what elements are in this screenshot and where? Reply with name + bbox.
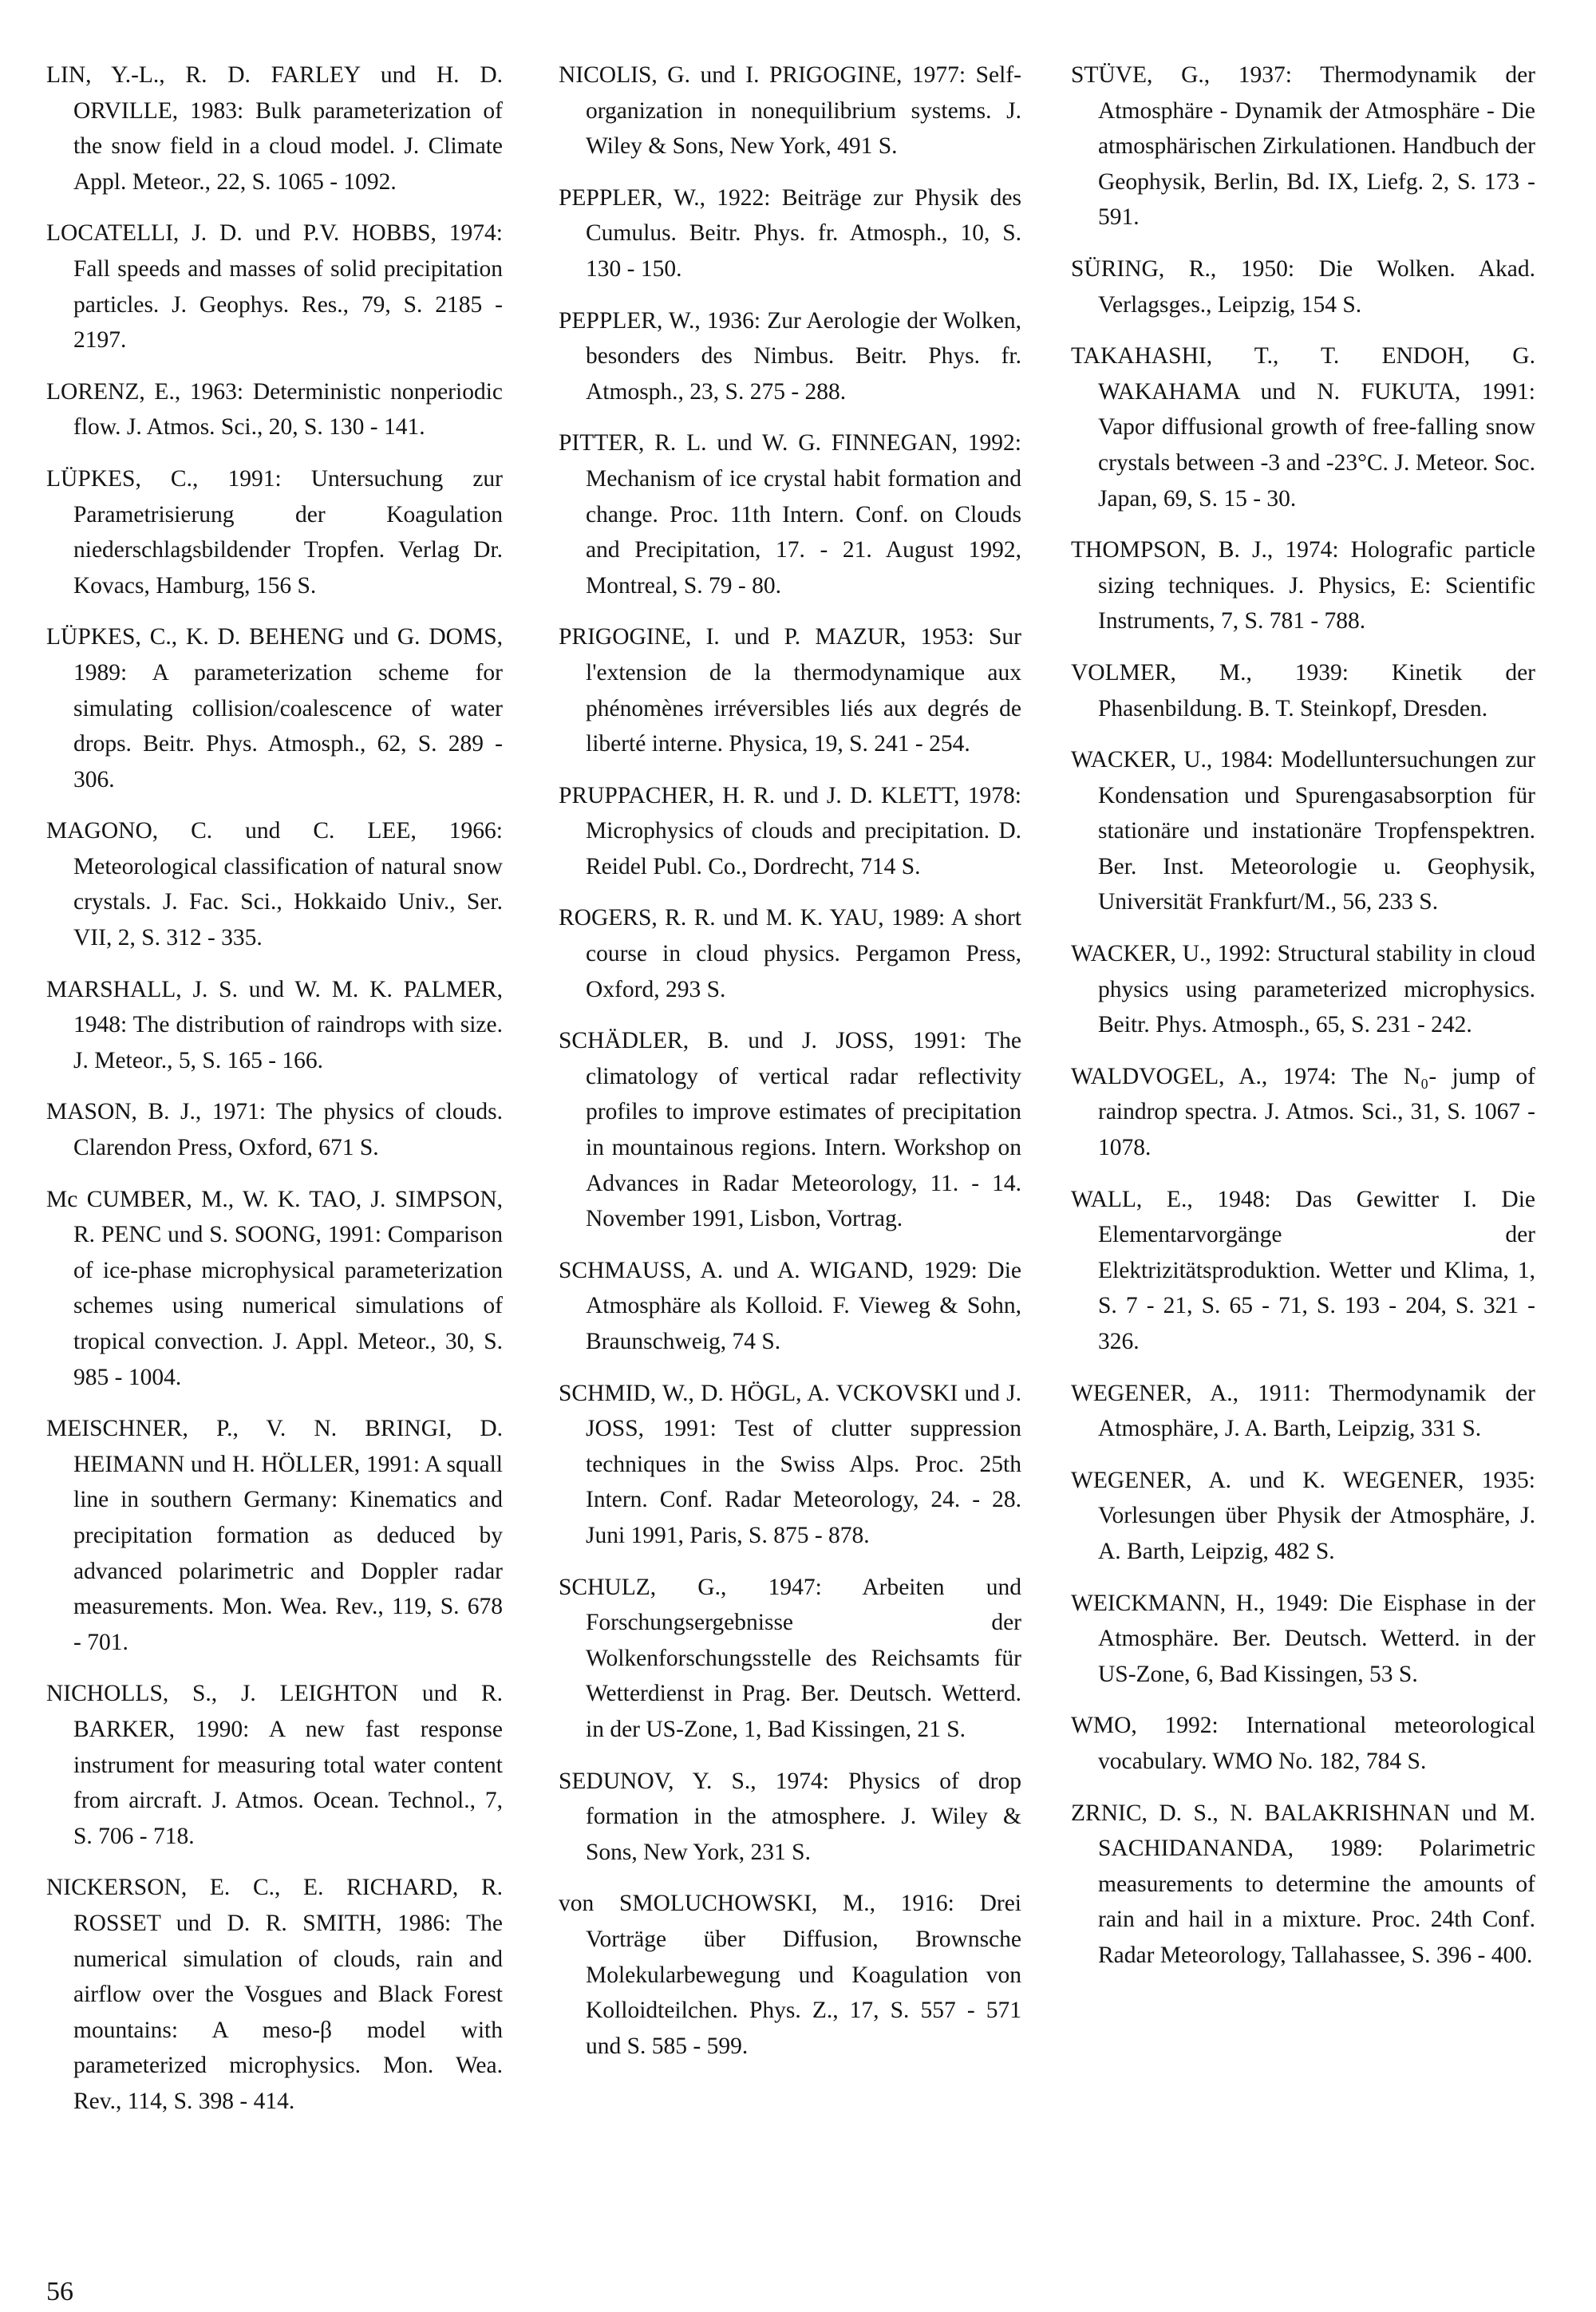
reference-entry: PRUPPACHER, H. R. und J. D. KLETT, 1978: Microphysics of clouds and precipitation. D. Reidel Publ. Co., Dordrecht, 714 S. — [559, 782, 1021, 879]
reference-entry: PRIGOGINE, I. und P. MAZUR, 1953: Sur l'extension de la thermodynamique aux phénomènes irréversibles liés aux degrés de liberté interne. Physica, 19, S. 241 - 254. — [559, 624, 1021, 757]
reference-entry: WALL, E., 1948: Das Gewitter I. Die Elementarvorgänge der Elektrizitätsproduktion. Wetter und Klima, 1, S. 7 - 21, S. 65 - 71, S. 193 - 204, S. 321 - 326. — [1071, 1186, 1535, 1354]
reference-entry: ROGERS, R. R. und M. K. YAU, 1989: A short course in cloud physics. Pergamon Press, Oxford, 293 S. — [559, 905, 1021, 1002]
reference-entry: SCHMAUSS, A. und A. WIGAND, 1929: Die Atmosphäre als Kolloid. F. Vieweg & Sohn, Braunschweig, 74 S. — [559, 1257, 1021, 1354]
reference-entry: TAKAHASHI, T., T. ENDOH, G. WAKAHAMA und N. FUKUTA, 1991: Vapor diffusional growth of free-falling snow crystals between -3 and -23°C. J. Meteor. Soc. Japan, 69, S. 15 - 30. — [1071, 343, 1535, 512]
reference-entry: SCHMID, W., D. HÖGL, A. VCKOVSKI und J. JOSS, 1991: Test of clutter suppression techniques in the Swiss Alps. Proc. 25th Intern. Conf. Radar Meteorology, 24. - 28. Juni 1991, Paris, S. 875 - 878. — [559, 1380, 1021, 1548]
reference-entry: WEGENER, A., 1911: Thermodynamik der Atmosphäre, J. A. Barth, Leipzig, 331 S. — [1071, 1380, 1535, 1442]
reference-column-1 — [46, 57, 503, 2135]
reference-entry: WEGENER, A. und K. WEGENER, 1935: Vorlesungen über Physik der Atmosphäre, J. A. Barth, Leipzig, 482 S. — [1071, 1467, 1535, 1564]
reference-entry: STÜVE, G., 1937: Thermodynamik der Atmosphäre - Dynamik der Atmosphäre - Die atmosphärischen Zirkulationen. Handbuch der Geophysik, Berlin, Bd. IX, Liefg. 2, S. 173 - 591. — [1071, 62, 1535, 231]
reference-entry: LORENZ, E., 1963: Deterministic nonperiodic flow. J. Atmos. Sci., 20, S. 130 - 141. — [46, 378, 503, 441]
reference-entry: MEISCHNER, P., V. N. BRINGI, D. HEIMANN und H. HÖLLER, 1991: A squall line in southern Germany: Kinematics and precipitation formation as deduced by advanced polarimetric and Doppler radar measurements. Mon. Wea. Rev., 119, S. 678 - 701. — [46, 1416, 503, 1655]
reference-entry: PEPPLER, W., 1922: Beiträge zur Physik des Cumulus. Beitr. Phys. fr. Atmosph., 10, S. 130 - 150. — [559, 184, 1021, 282]
reference-entry: SEDUNOV, Y. S., 1974: Physics of drop formation in the atmosphere. J. Wiley & Sons, New York, 231 S. — [559, 1768, 1021, 1865]
reference-entry: LÜPKES, C., 1991: Untersuchung zur Parametrisierung der Koagulation niederschlagsbildender Tropfen. Verlag Dr. Kovacs, Hamburg, 156 S. — [46, 465, 503, 599]
reference-entry: PEPPLER, W., 1936: Zur Aerologie der Wolken, besonders des Nimbus. Beitr. Phys. fr. Atmosph., 23, S. 275 - 288. — [559, 307, 1021, 405]
reference-entry: von SMOLUCHOWSKI, M., 1916: Drei Vorträge über Diffusion, Brownsche Molekularbewegung und Koagulation von Kolloidteilchen. Phys. Z., 17, S. 557 - 571 und S. 585 - 599. — [559, 1891, 1021, 2059]
reference-entry: SCHÄDLER, B. und J. JOSS, 1991: The climatology of vertical radar reflectivity profiles to improve estimates of precipitation in mountainous regions. Intern. Workshop on Advances in Radar Meteorology, 11. - 14. November 1991, Lisbon, Vortrag. — [559, 1028, 1021, 1232]
reference-entry: WEICKMANN, H., 1949: Die Eisphase in der Atmosphäre. Ber. Deutsch. Wetterd. in der US-Zone, 6, Bad Kissingen, 53 S. — [1071, 1590, 1535, 1687]
reference-entry: MARSHALL, J. S. und W. M. K. PALMER, 1948: The distribution of raindrops with size. J. Meteor., 5, S. 165 - 166. — [46, 976, 503, 1073]
reference-entry: ZRNIC, D. S., N. BALAKRISHNAN und M. SACHIDANANDA, 1989: Polarimetric measurements to determine the amounts of rain and hail in a mixture. Proc. 24th Conf. Radar Meteorology, Tallahassee, S. 396 - 400. — [1071, 1800, 1535, 1968]
reference-entry: PITTER, R. L. und W. G. FINNEGAN, 1992: Mechanism of ice crystal habit formation and change. Proc. 11th Intern. Conf. on Clouds and Precipitation, 17. - 21. August 1992, Montreal, S. 79 - 80. — [559, 430, 1021, 599]
reference-entry: WALDVOGEL, A., 1974: The N₀- jump of raindrop spectra. J. Atmos. Sci., 31, S. 1067 - 1078. — [1071, 1063, 1535, 1161]
reference-entry: SÜRING, R., 1950: Die Wolken. Akad. Verlagsges., Leipzig, 154 S. — [1071, 255, 1535, 318]
reference-entry: LOCATELLI, J. D. und P.V. HOBBS, 1974: Fall speeds and masses of solid precipitation particles. J. Geophys. Res., 79, S. 2185 - 2197. — [46, 220, 503, 354]
reference-entry: NICOLIS, G. und I. PRIGOGINE, 1977: Self-organization in nonequilibrium systems. J. Wiley & Sons, New York, 491 S. — [559, 62, 1021, 160]
reference-entry: WACKER, U., 1992: Structural stability in cloud physics using parameterized microphysics. Beitr. Phys. Atmosph., 65, S. 231 - 242. — [1071, 941, 1535, 1038]
reference-entry: VOLMER, M., 1939: Kinetik der Phasenbildung. B. T. Steinkopf, Dresden. — [1071, 659, 1535, 721]
reference-entry: WACKER, U., 1984: Modelluntersuchungen zur Kondensation und Spurengasabsorption für stationäre und instationäre Tropfenspektren. Ber. Inst. Meteorologie u. Geophysik, Universität Frankfurt/M., 56, 233 S. — [1071, 747, 1535, 915]
reference-entry: LÜPKES, C., K. D. BEHENG und G. DOMS, 1989: A parameterization scheme for simulating collision/coalescence of water drops. Beitr. Phys. Atmosph., 62, S. 289 - 306. — [46, 624, 503, 792]
reference-column-3 — [1071, 57, 1535, 1990]
reference-entry: NICKERSON, E. C., E. RICHARD, R. ROSSET und D. R. SMITH, 1986: The numerical simulation of clouds, rain and airflow over the Vosgues and Black Forest mountains: A meso-β model with parameterized microphysics. Mon. Wea. Rev., 114, S. 398 - 414. — [46, 1875, 503, 2114]
reference-entry: WMO, 1992: International meteorological vocabulary. WMO No. 182, 784 S. — [1071, 1713, 1535, 1774]
reference-entry: Mc CUMBER, M., W. K. TAO, J. SIMPSON, R. PENC und S. SOONG, 1991: Comparison of ice-phase microphysical parameterization schemes using numerical simulations of tropical convection. J. Appl. Meteor., 30, S. 985 - 1004. — [46, 1186, 503, 1390]
reference-entry: MASON, B. J., 1971: The physics of clouds. Clarendon Press, Oxford, 671 S. — [46, 1099, 503, 1161]
reference-entry: LIN, Y.-L., R. D. FARLEY und H. D. ORVILLE, 1983: Bulk parameterization of the snow field in a cloud model. J. Climate Appl. Meteor., 22, S. 1065 - 1092. — [46, 62, 503, 195]
page-number: 56 — [46, 2277, 73, 2306]
reference-entry: NICHOLLS, S., J. LEIGHTON und R. BARKER, 1990: A new fast response instrument for measuring total water content from aircraft. J. Atmos. Ocean. Technol., 7, S. 706 - 718. — [46, 1681, 503, 1849]
reference-entry: MAGONO, C. und C. LEE, 1966: Meteorological classification of natural snow crystals. J. Fac. Sci., Hokkaido Univ., Ser. VII, 2, S. 312 - 335. — [46, 818, 503, 951]
reference-column-2 — [559, 57, 1021, 2080]
reference-entry: SCHULZ, G., 1947: Arbeiten und Forschungsergebnisse der Wolkenforschungsstelle des Reichsamts für Wetterdienst in Prag. Ber. Deutsch. Wetterd. in der US-Zone, 1, Bad Kissingen, 21 S. — [559, 1574, 1021, 1742]
reference-entry: THOMPSON, B. J., 1974: Holografic particle sizing techniques. J. Physics, E: Scientific Instruments, 7, S. 781 - 788. — [1071, 537, 1535, 634]
